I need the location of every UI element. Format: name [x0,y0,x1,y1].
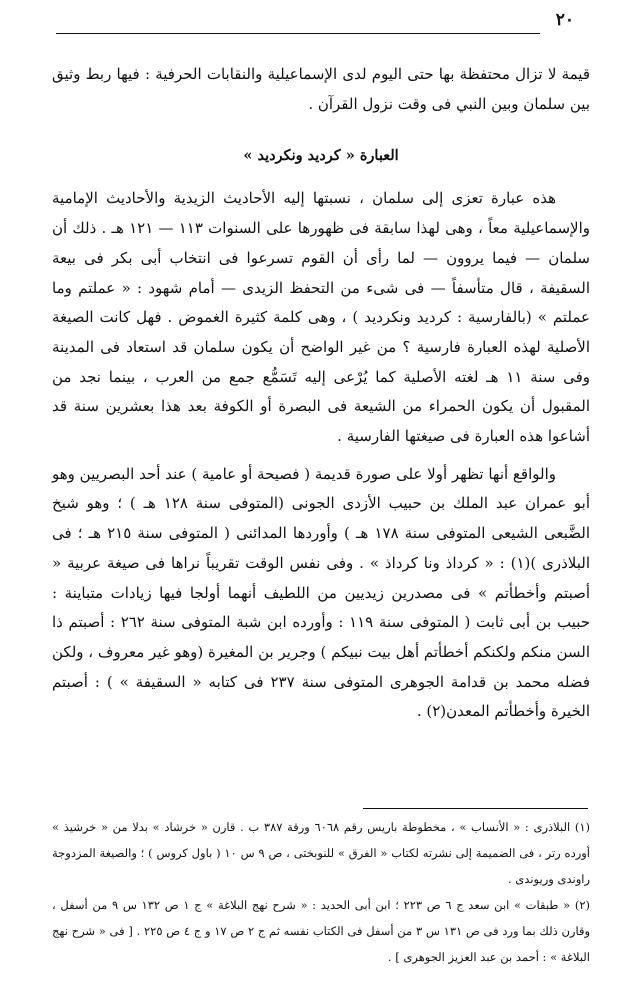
footnote-rule [363,808,588,809]
paragraph-3: والواقع أنها تظهر أولا على صورة قديمة ( فصيحة أو عامية ) عند أحد البصريين وهو أبو عمران عبد الملك بن حبيب الأزدى الجونى (المتوفى سنة ١٢٨ هـ ) ؛ وهو شيخ الضَّبعى الشيعى المتوفى سنة ١٧٨ هـ ) وأوردها المدائنى ( المتوفى سنة ٢١٥ هـ ؛ فى البلاذرى )(١) : « كرداذ ونا كرداذ » . وفى نفس الوقت تقريباً نراها فى صيغة عربية « أصبتم وأخطأتم » فى مصدرين زيديين من اللطيف أنهما أولجا فيها زيادات متباينة : حبيب بن أبى ثابت ( المتوفى سنة ١١٩ : وأورده ابن شبة المتوفى سنة ٢٦٢ : أصبتم ذا السن منكم ولكنكم أخطأتم أهل بيت نبيكم ) وجرير بن المغيرة (وهو غير معروف ، ولكن فضله محمد بن قدامة الجوهرى المتوفى سنة ٢٣٧ فى كتابه « السقيفة » ) : أصبتم الخيرة وأخطأتم المعدن(٢) . [52,464,590,721]
main-text [52,60,590,727]
footnotes [52,814,590,970]
header-rule [56,33,540,34]
paragraph-gap [52,452,590,460]
paragraph-1: قيمة لا تزال محتفظة بها حتى اليوم لدى الإسماعيلية والنقابات الحرفية : فيها ربط وثيق بين سلمان وبين النبي فى وقت نزول القرآن . [52,65,590,113]
page-number: ٢٠ [555,10,574,30]
footnote-2: (٢) « طبقات » ابن سعد ج ٦ ص ٢٢٣ ؛ ابن أبى الحديد : « شرح نهج البلاغة » ج ١ ص ١٣٢ س ٩ من أسفل ، وقارن ذلك بما ورد فى ص ١٣١ س ٣ من أسفل فى الكتاب نفسه ثم ج ٢ ص ١٧ و ج ٤ ص ٢٢٥ . [ فى « شرح نهج البلاغة » : أحمد بن عبد العزيز الجوهرى ] . [52,898,590,964]
paragraph-2: هذه عبارة تعزى إلى سلمان ، نسبتها إليه الأحاديث الزيدية والأحاديث الإمامية والإسماعيلية معاً ، وهى لهذا سابقة فى ظهورها على السنوات ١١٣ — ١٢١ هـ . ذلك أن سلمان — فيما يروون — لما رأى أن القوم تسرعوا فى انتخاب أبى بكر فى بيعة السقيفة ، قال متأسفاً — فى شىء من التحفظ الزيدى — أمام شهود : « عملتم وما عملتم » (بالفارسية : كرديد ونكرديد ) ، وهى كلمة كثيرة الغموض . فهل كانت الصيغة الأصلية لهذه العبارة فارسية ؟ من غير الواضح أن يكون سلمان قد استعاد فى المدينة وفى سنة ١١ هـ لغته الأصلية كما يُرْعى إليه تَسَمُّع جمع من العرب ، بينما نجد من المقبول أن يكون الحمراء من الشيعة فى البصرة أو الكوفة بعد هذا بعشرين سنة قد أشاعوا هذه العبارة فى صيغتها الفارسية . [52,189,591,446]
footnote-1: (١) البلاذرى : « الأنساب » ، مخطوطة باريس رقم ٦٠٦٨ ورقة ٣٨٧ ب . قارن « خرشاد » بدلا من « خرشيذ » أورده رتر ، فى الضميمة إلى نشرته لكتاب « الفرق » للنوبختى ، ص ٩ س ١٠ ( باول كروس ) ؛ والصيغة المزدوجة راوندى وريوندى . [52,820,590,886]
section-heading: العبارة « كرديد ونكرديد » [243,147,399,165]
